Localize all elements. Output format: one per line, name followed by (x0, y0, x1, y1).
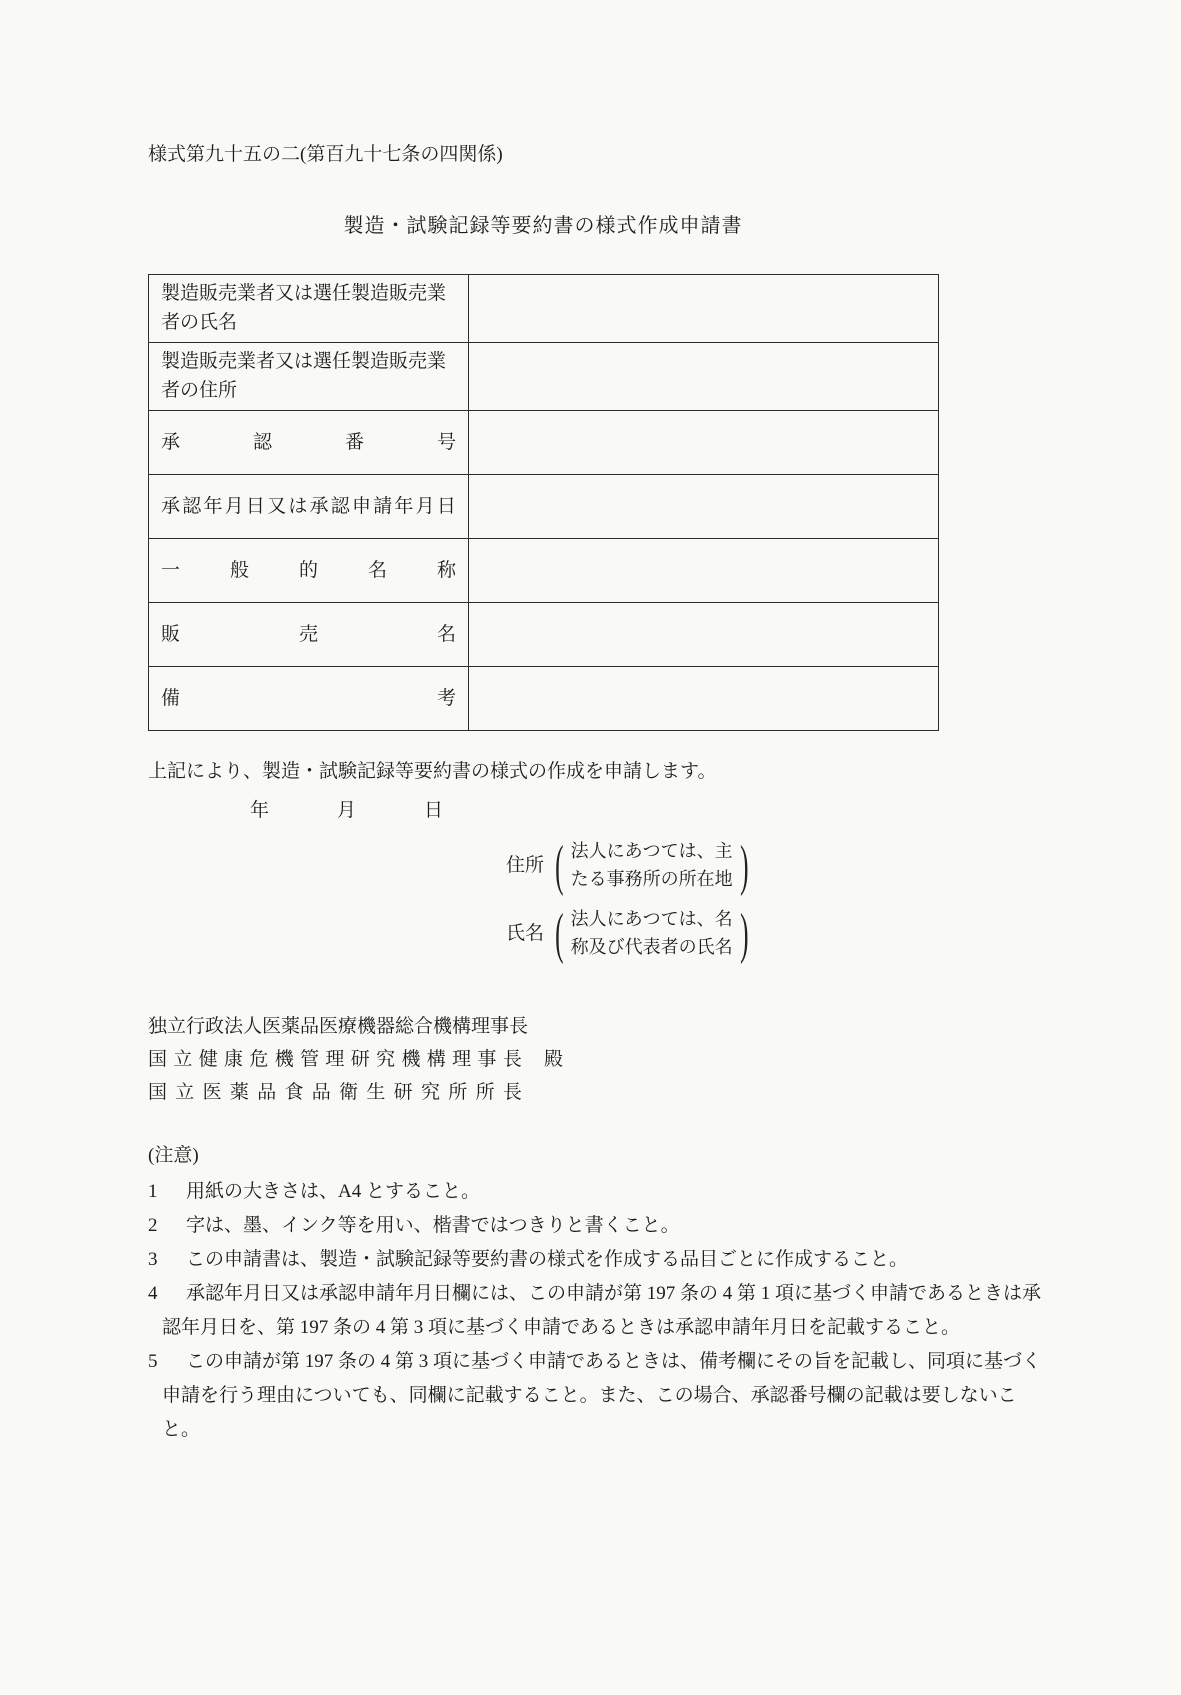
approval-number-value (469, 411, 939, 475)
note-number: 2 (148, 1215, 158, 1237)
name-note (571, 906, 733, 962)
note-text: 承認年月日又は承認申請年月日欄には、この申請が第 197 条の 4 第 1 項に基づく申請であるときは承認年月日を、第 197 条の 4 第 3 項に基づく申請であるときは承認申請年月日を記載すること。 (162, 1283, 1042, 1339)
row-label: 製造販売業者又は選任製造販売業者の住所 (161, 351, 447, 401)
note-number: 1 (148, 1181, 158, 1203)
remarks-label-cell (149, 667, 469, 731)
table-row-remarks (149, 667, 939, 731)
note-text: 字は、墨、インク等を用い、楷書ではつきりと書くこと。 (186, 1215, 680, 1237)
note-item-4 (148, 1277, 1048, 1345)
address-signature-row (506, 835, 753, 898)
table-row-approval-number (149, 411, 939, 475)
note-text: この申請が第 197 条の 4 第 3 項に基づく申請であるときは、備考欄にその旨を記載し、同項に基づく申請を行う理由についても、同欄に記載すること。また、この場合、承認番号欄の記載は要しないこと。 (162, 1351, 1042, 1441)
name-label: 氏名 (506, 922, 545, 944)
note-number: 4 (148, 1283, 158, 1305)
remarks-value (469, 667, 939, 731)
row-label: 販 売 名 (161, 623, 456, 645)
application-table (148, 274, 939, 731)
note-item-2 (148, 1209, 1048, 1243)
day-label: 日 (424, 799, 444, 821)
signature-block (506, 835, 753, 966)
note-number: 3 (148, 1249, 158, 1271)
table-row-generic-name (149, 539, 939, 603)
address-note-line1: 法人にあつては、主 (570, 841, 733, 862)
generic-name-value (469, 539, 939, 603)
right-paren: ) (739, 835, 749, 898)
approval-date-value (469, 475, 939, 539)
approval-number-label-cell (149, 411, 469, 475)
row-label: 製造販売業者又は選任製造販売業者の氏名 (161, 283, 447, 333)
address-label: 住所 (506, 854, 545, 876)
notes-header: (注意) (148, 1145, 199, 1167)
row-label: 承 認 番 号 (161, 431, 456, 453)
notes-section (148, 1139, 1048, 1447)
note-item-1 (148, 1175, 1048, 1209)
brand-name-value (469, 603, 939, 667)
manufacturer-address-label-cell (149, 343, 469, 411)
row-label: 承 認 年 月 日 又 は 承 認 申 請 年 月 日 (161, 495, 456, 517)
note-item-5 (148, 1345, 1048, 1447)
note-number: 5 (148, 1351, 158, 1373)
address-note (571, 838, 733, 894)
name-note-line1: 法人にあつては、名 (570, 909, 733, 930)
note-text: 用紙の大きさは、A4 とすること。 (186, 1181, 480, 1203)
manufacturer-name-label-cell (149, 275, 469, 343)
addressee-pmda: 独立行政法人医薬品医療機器総合機構理事長 (148, 1016, 529, 1038)
table-row-manufacturer-name (149, 275, 939, 343)
addressee-nihs: 国 立 医 薬 品 食 品 衛 生 研 究 所 所 長 (148, 1082, 522, 1104)
right-paren: ) (739, 903, 749, 966)
brand-name-label-cell (149, 603, 469, 667)
month-label: 月 (337, 799, 357, 821)
left-paren: ( (555, 835, 564, 898)
name-note-line2: 称及び代表者の氏名 (570, 937, 733, 958)
form-number: 様式第九十五の二(第百九十七条の四関係) (148, 144, 503, 165)
left-paren: ( (555, 903, 564, 966)
dono-honorific: 殿 (544, 1049, 564, 1071)
table-row-manufacturer-address (149, 343, 939, 411)
note-text: この申請書は、製造・試験記録等要約書の様式を作成する品目ごとに作成すること。 (186, 1249, 909, 1271)
note-item-3 (148, 1243, 1048, 1277)
manufacturer-address-value (469, 343, 939, 411)
addressees-block (148, 1010, 1181, 1109)
table-row-approval-date (149, 475, 939, 539)
addressee-health-crisis-org: 国 立 健 康 危 機 管 理 研 究 機 構 理 事 長 殿 (148, 1049, 564, 1071)
application-statement: 上記により、製造・試験記録等要約書の様式の作成を申請します。 (148, 761, 717, 783)
address-note-line2: たる事務所の所在地 (570, 869, 733, 890)
manufacturer-name-value (469, 275, 939, 343)
row-label: 備 考 (161, 687, 456, 709)
page-title: 製造・試験記録等要約書の様式作成申請書 (343, 215, 743, 238)
date-line (250, 796, 443, 826)
approval-date-label-cell (149, 475, 469, 539)
table-row-brand-name (149, 603, 939, 667)
row-label: 一 般 的 名 称 (161, 559, 456, 581)
name-signature-row (506, 903, 753, 966)
year-label: 年 (250, 799, 270, 821)
generic-name-label-cell (149, 539, 469, 603)
